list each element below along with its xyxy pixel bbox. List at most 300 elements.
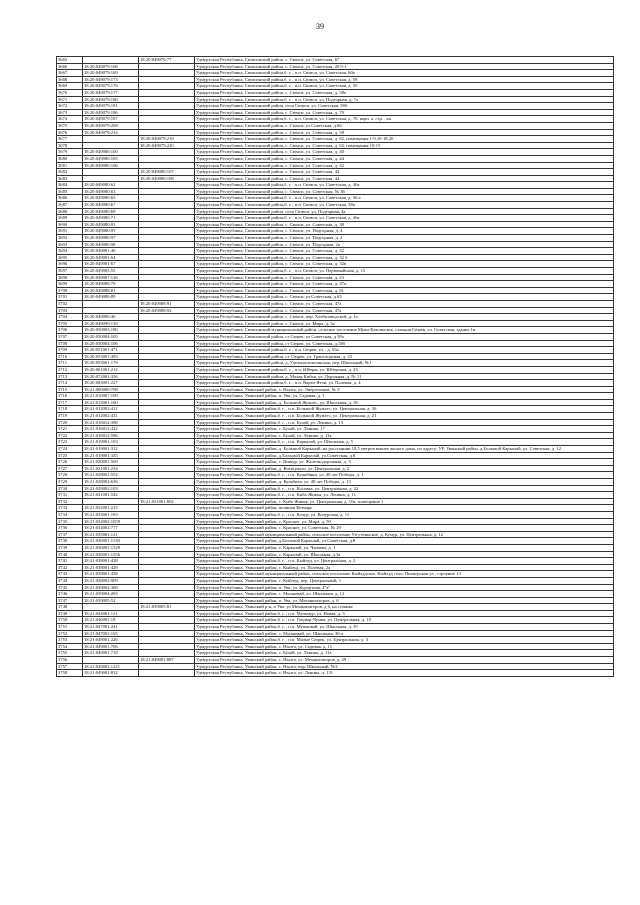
table-row — [57, 228, 614, 235]
cadastral-number-cell: 18:21:038001:428 — [83, 558, 139, 565]
table-row — [57, 577, 614, 584]
cadastral-number-cell: 18:21:047001:241 — [83, 624, 139, 631]
cadastral-number-cell — [83, 657, 139, 664]
table-row — [57, 268, 614, 275]
row-number-cell: 3729 — [57, 479, 83, 486]
row-number-cell: 3668 — [57, 76, 83, 83]
premises-cadastral-number-cell — [139, 162, 195, 169]
row-number-cell: 3709 — [57, 347, 83, 354]
row-number-cell: 3747 — [57, 597, 83, 604]
cadastral-number-cell: 18:21:021001:254 — [83, 465, 139, 472]
address-cell: Удмуртская Республика, Сюмсинский район, с. Сюмси, ул. Советская, № 36 — [195, 188, 614, 195]
premises-cadastral-number-cell — [139, 202, 195, 209]
row-number-cell: 3693 — [57, 241, 83, 248]
row-number-cell: 3669 — [57, 83, 83, 90]
premises-cadastral-number-cell — [139, 215, 195, 222]
table-row — [57, 142, 614, 149]
premises-cadastral-number-cell — [139, 261, 195, 268]
cadastral-number-cell: 18:21:028002:552 — [83, 472, 139, 479]
address-cell: Удмуртская Республика, Сюмсинский район, с. Сюмси, ул. Советская, д. 58а — [195, 89, 614, 96]
premises-cadastral-number-cell — [139, 551, 195, 558]
address-cell: Удмуртская Республика, Увинский район, с. Кыйлуд, пер. Центральный, 1 — [195, 577, 614, 584]
table-row — [57, 518, 614, 525]
row-number-cell: 3733 — [57, 505, 83, 512]
row-number-cell: 3716 — [57, 393, 83, 400]
cadastral-number-cell: 18:21:038001:438 — [83, 571, 139, 578]
table-row — [57, 340, 614, 347]
cadastral-number-cell: 18:20:053001:179 — [83, 360, 139, 367]
table-row — [57, 584, 614, 591]
cadastral-number-cell: 18:20:049080:65 — [83, 195, 139, 202]
row-number-cell: 3744 — [57, 577, 83, 584]
premises-cadastral-number-cell — [139, 188, 195, 195]
premises-cadastral-number-cell — [139, 544, 195, 551]
row-number-cell: 3730 — [57, 485, 83, 492]
cadastral-number-cell: 18:21:044001:121 — [83, 610, 139, 617]
address-cell: Удмуртская Республика, Сюмсинский район, с. Сюмси, ул. Подгорная, 2а — [195, 241, 614, 248]
premises-cadastral-number-cell — [139, 327, 195, 334]
address-cell: Удмуртская Республика, Увинский район,б. г. , п.п. Малые Сюрек, ул. Центральная, д. 4 — [195, 637, 614, 644]
row-number-cell: 3753 — [57, 637, 83, 644]
address-cell: Удмуртская Республика, Увинский район, с. Каркалай, ул. Чапаева, д. 1 — [195, 544, 614, 551]
premises-cadastral-number-cell — [139, 610, 195, 617]
table-row — [57, 248, 614, 255]
row-number-cell: 3737 — [57, 531, 83, 538]
row-number-cell: 3672 — [57, 103, 83, 110]
cadastral-number-cell: 18:20:049079:176 — [83, 83, 139, 90]
cadastral-number-cell: 18:20:049079:168 — [83, 63, 139, 70]
table-row — [57, 327, 614, 334]
table-row — [57, 366, 614, 373]
premises-cadastral-number-cell: 18:20:049088:92 — [139, 307, 195, 314]
row-number-cell: 3721 — [57, 426, 83, 433]
cadastral-number-cell: 18:20:049080:63 — [83, 188, 139, 195]
row-number-cell: 3732 — [57, 498, 83, 505]
premises-cadastral-number-cell — [139, 406, 195, 413]
address-cell: Удмуртская Республика, Сюмсинский район, с. Сюмси, ул.Советская, д.65 — [195, 294, 614, 301]
address-cell: Удмуртская Республика, Сюмсинский район, с. Сюмси, ул. Советская, д. 40 — [195, 149, 614, 156]
table-row — [57, 426, 614, 433]
address-cell: Удмуртская Республика, Сюмсинский район,б. г. , п.п. Сюмси, ул. Советская, д. 70, корп. а, стр. , кв. — [195, 116, 614, 123]
cadastral-number-cell: 18:20:049081:67 — [83, 261, 139, 268]
row-number-cell: 3758 — [57, 670, 83, 677]
row-number-cell: 3702 — [57, 300, 83, 307]
premises-cadastral-number-cell — [139, 643, 195, 650]
premises-cadastral-number-cell — [139, 70, 195, 77]
cadastral-number-cell: 18:21:047002:165 — [83, 630, 139, 637]
cadastral-number-cell — [83, 57, 139, 64]
table-row — [57, 300, 614, 307]
cadastral-number-cell: 18:20:049080:69 — [83, 208, 139, 215]
premises-cadastral-number-cell — [139, 320, 195, 327]
table-row — [57, 419, 614, 426]
cadastral-number-cell: 18:20:072001:356 — [83, 373, 139, 380]
table-row — [57, 70, 614, 77]
address-cell: Удмуртская Республика, Увинский район, д.Большой Каркалай, ул.Советская, д.8 — [195, 452, 614, 459]
premises-cadastral-number-cell — [139, 195, 195, 202]
address-cell: Удмуртская Республика, Сюмсинский район,б. г. , п.п. Варзи-Ятчи, ул. Полевая, д. 4 — [195, 380, 614, 387]
premises-cadastral-number-cell — [139, 624, 195, 631]
row-number-cell: 3701 — [57, 294, 83, 301]
cadastral-number-cell: 18:21:016012:422 — [83, 426, 139, 433]
table-row — [57, 155, 614, 162]
cadastral-number-cell: 18:20:049079:177 — [83, 89, 139, 96]
premises-cadastral-number-cell: 18:20:049080:107 — [139, 169, 195, 176]
row-number-cell: 3715 — [57, 386, 83, 393]
address-cell: Удмуртская Республика, Увинский район, с. Кыйлуд, ул. Полевая, 2а — [195, 564, 614, 571]
address-cell: Удмуртская Республика, Увинский район,б. г. , п.п. Каркалай, ул. Школьная, д. 5 — [195, 439, 614, 446]
premises-cadastral-number-cell — [139, 228, 195, 235]
address-cell: Удмуртская Республика, Увинский район, п. Ува, ул. Механизаторов, д. 6 — [195, 597, 614, 604]
table-row — [57, 116, 614, 123]
cadastral-number-cell: 18:21:019001:103 — [83, 439, 139, 446]
premises-cadastral-number-cell — [139, 531, 195, 538]
cadastral-number-cell: 18:20:049088:81 — [83, 287, 139, 294]
premises-cadastral-number-cell — [139, 254, 195, 261]
address-cell: Удмуртская Республика, Сюмсинский район, с. Сюмси, ул. Советская, д. 23 — [195, 274, 614, 281]
table-row — [57, 399, 614, 406]
premises-cadastral-number-cell — [139, 564, 195, 571]
premises-cadastral-number-cell — [139, 129, 195, 136]
address-cell: Удмуртская Республика, Увинский муниципальный район, сельское поселение Кыйлудское, Кыйлуд село, Пионерская ул., строение 1/1 — [195, 571, 614, 578]
address-cell: Удмуртская Республика, Сюмсинский район, с. Сюмси, ул. Советская, 47а — [195, 307, 614, 314]
table-row — [57, 465, 614, 472]
table-row — [57, 393, 614, 400]
row-number-cell: 3720 — [57, 419, 83, 426]
address-cell: Удмуртская Республика, Увинский район, п. Ува, ул. Курортная, 2"а" — [195, 584, 614, 591]
table-row — [57, 380, 614, 387]
premises-cadastral-number-cell — [139, 353, 195, 360]
address-cell: Удмуртская Республика, Увинский район, д. Кулябиха, ул. 40 лет Победы, д. 13 — [195, 479, 614, 486]
address-cell: Удмуртская Республика, Сюмсинский район, с. Сюмси, ул. Советская, 20 б-1 — [195, 63, 614, 70]
premises-cadastral-number-cell: 18:21:039005:81 — [139, 604, 195, 611]
cadastral-number-cell: 18:20:049080:106 — [83, 162, 139, 169]
row-number-cell: 3724 — [57, 446, 83, 453]
premises-cadastral-number-cell: 18:20:049088:91 — [139, 300, 195, 307]
premises-cadastral-number-cell — [139, 149, 195, 156]
premises-cadastral-number-cell — [139, 373, 195, 380]
page-number: 39 — [316, 22, 324, 31]
cadastral-number-cell: 18:20:049085:55 — [83, 268, 139, 275]
address-cell: Удмуртская Республика, Сюмсинский район, с. Сюмси, ул. Советская, 67 — [195, 57, 614, 64]
premises-cadastral-number-cell — [139, 597, 195, 604]
address-cell: Удмуртская Республика, Сюмсинский муниципальный район, сельское поселение Муки-Каксинское, станция Сюрек, ул. Советская, здание 1н — [195, 327, 614, 334]
premises-cadastral-number-cell — [139, 432, 195, 439]
cadastral-number-cell: 18:21:036001:1529 — [83, 544, 139, 551]
premises-cadastral-number-cell — [139, 446, 195, 453]
premises-cadastral-number-cell — [139, 479, 195, 486]
cadastral-number-cell: 18:21:049002:1221 — [83, 663, 139, 670]
premises-cadastral-number-cell — [139, 281, 195, 288]
table-row — [57, 109, 614, 116]
row-number-cell: 3676 — [57, 129, 83, 136]
table-row — [57, 320, 614, 327]
address-cell: Удмуртская Республика, Увинский муниципальный район, сельское поселение Узгутчинское, д. Кумур, ул. Центральная, д. 12 — [195, 531, 614, 538]
cadastral-number-cell: 18:20:049080:98 — [83, 241, 139, 248]
table-row — [57, 215, 614, 222]
address-cell: Удмуртская Республика, Сюмсинский район, д. Малая Кибья, ул. Дорожная, д. № 11 — [195, 373, 614, 380]
row-number-cell: 3718 — [57, 406, 83, 413]
address-cell: Удмуртская Республика, Увинский район,б. г. , п.п. Гондыр-Чумка, ул. Центральная, д. 10 — [195, 617, 614, 624]
row-number-cell: 3705 — [57, 320, 83, 327]
row-number-cell: 3680 — [57, 155, 83, 162]
premises-cadastral-number-cell — [139, 366, 195, 373]
cadastral-number-cell: 18:21:032001:215 — [83, 505, 139, 512]
cadastral-number-cell: 18:21:033001:183 — [83, 511, 139, 518]
table-row — [57, 195, 614, 202]
premises-cadastral-number-cell — [139, 83, 195, 90]
address-cell: Удмуртская Республика, Сюмсинский район, с. Сюмси, ул. Мира, д. 5а — [195, 320, 614, 327]
cadastral-number-cell: 18:20:049088:89 — [83, 294, 139, 301]
premises-cadastral-number-cell — [139, 155, 195, 162]
row-number-cell: 3738 — [57, 538, 83, 545]
table-row — [57, 459, 614, 466]
address-cell: Удмуртская Республика, Увинский район, с. Красное, ул. Советская, № 29 — [195, 525, 614, 532]
table-row — [57, 597, 614, 604]
table-row — [57, 386, 614, 393]
registry-table-body — [57, 57, 614, 677]
address-cell: Удмуртская Республика, Увинский район,б. г. , п.п. Кушейнки, ул. 40 лет Победы, д. 1 — [195, 472, 614, 479]
cadastral-number-cell: 18:20:049090:130 — [83, 320, 139, 327]
row-number-cell: 3689 — [57, 215, 83, 222]
cadastral-number-cell: 18:21:035001:121 — [83, 531, 139, 538]
cadastral-number-cell: 18:21:028002:636 — [83, 479, 139, 486]
address-cell: Удмуртская Республика, Увинский район,б. г. , п.п. Большой Жужгес, ул. Центральная, д. 36 — [195, 406, 614, 413]
premises-cadastral-number-cell — [139, 558, 195, 565]
address-cell: Удмуртская Республика, Сюмсинский район, ст Сюрек, ул Советская, д 58а — [195, 333, 614, 340]
table-row — [57, 241, 614, 248]
row-number-cell: 3743 — [57, 571, 83, 578]
premises-cadastral-number-cell — [139, 221, 195, 228]
premises-cadastral-number-cell — [139, 294, 195, 301]
row-number-cell: 3722 — [57, 432, 83, 439]
premises-cadastral-number-cell: 18:21:031001:802 — [139, 498, 195, 505]
address-cell: Удмуртская Республика, Увинский район,б. г. , п.п. Булай, ул. Ленина, д. 13 — [195, 419, 614, 426]
table-row — [57, 432, 614, 439]
table-row — [57, 89, 614, 96]
premises-cadastral-number-cell — [139, 591, 195, 598]
address-cell: Удмуртская Республика, Сюмсинский район, с. Сюмси, ул. Советская, д. 61 — [195, 287, 614, 294]
row-number-cell: 3727 — [57, 465, 83, 472]
table-row — [57, 439, 614, 446]
table-row — [57, 472, 614, 479]
cadastral-number-cell: 18:21:036001:1139 — [83, 538, 139, 545]
premises-cadastral-number-cell — [139, 426, 195, 433]
table-row — [57, 96, 614, 103]
address-cell: Удмуртская Республика, Сюмсинский район, с. Сюмси, пер. Хлебозаводской, д. 1а — [195, 314, 614, 321]
premises-cadastral-number-cell: 18:20:049076:77 — [139, 57, 195, 64]
address-cell: Удмуртская Республика, Увинский район,б. г. , п.п. Кочур, ул. Кочурская, д. 11 — [195, 511, 614, 518]
premises-cadastral-number-cell — [139, 492, 195, 499]
premises-cadastral-number-cell — [139, 96, 195, 103]
cadastral-number-cell: 18:21:038001:429 — [83, 564, 139, 571]
address-cell: Удмуртская Республика, Увинский район, с. Каркалай, ул. Школьная, д.3а — [195, 551, 614, 558]
table-row — [57, 492, 614, 499]
row-number-cell: 3723 — [57, 439, 83, 446]
row-number-cell: 3700 — [57, 287, 83, 294]
row-number-cell: 3751 — [57, 624, 83, 631]
row-number-cell: 3756 — [57, 657, 83, 664]
premises-cadastral-number-cell — [139, 525, 195, 532]
table-row — [57, 604, 614, 611]
cadastral-number-cell: 18:21:012002:412 — [83, 406, 139, 413]
cadastral-number-cell: 18:20:049087:126 — [83, 274, 139, 281]
row-number-cell: 3714 — [57, 380, 83, 387]
row-number-cell: 3698 — [57, 274, 83, 281]
cadastral-number-cell: 18:21:039004:203 — [83, 591, 139, 598]
table-row — [57, 202, 614, 209]
cadastral-number-cell — [83, 307, 139, 314]
address-cell: Удмуртская Республика, Увинский район,б. г. , п.п. Мульмур, ул. Новая, д. 3 — [195, 610, 614, 617]
table-row — [57, 360, 614, 367]
premises-cadastral-number-cell — [139, 538, 195, 545]
premises-cadastral-number-cell — [139, 452, 195, 459]
row-number-cell: 3719 — [57, 413, 83, 420]
table-row — [57, 571, 614, 578]
premises-cadastral-number-cell — [139, 116, 195, 123]
premises-cadastral-number-cell — [139, 485, 195, 492]
row-number-cell: 3736 — [57, 525, 83, 532]
row-number-cell: 3673 — [57, 109, 83, 116]
address-cell: Удмуртская Республика, Сюмсинский район, с. Сюмси, ул. Советская, д. 32в — [195, 261, 614, 268]
cadastral-number-cell — [83, 136, 139, 143]
table-row — [57, 610, 614, 617]
table-row — [57, 558, 614, 565]
row-number-cell: 3742 — [57, 564, 83, 571]
address-cell: Удмуртская Республика, Сюмсинский район, с. Сюмси, ул. Подгорная, д. 2 — [195, 235, 614, 242]
row-number-cell: 3739 — [57, 544, 83, 551]
table-row — [57, 505, 614, 512]
row-number-cell: 3699 — [57, 281, 83, 288]
table-row — [57, 129, 614, 136]
row-number-cell: 3703 — [57, 307, 83, 314]
premises-cadastral-number-cell — [139, 122, 195, 129]
premises-cadastral-number-cell — [139, 182, 195, 189]
table-row — [57, 538, 614, 545]
row-number-cell: 3685 — [57, 188, 83, 195]
table-row — [57, 485, 614, 492]
cadastral-number-cell: 18:20:049079:173 — [83, 76, 139, 83]
address-cell: Удмуртская Республика, Сюмсинский район, с. Сюмси, ул. Советская, д. 62, помещения 1-9,16-18,20 — [195, 136, 614, 143]
premises-cadastral-number-cell — [139, 459, 195, 466]
row-number-cell: 3667 — [57, 70, 83, 77]
address-cell: Удмуртская Республика, Увинский район, с. Мушковай, ул. Школьная, 36-а — [195, 630, 614, 637]
row-number-cell: 3682 — [57, 169, 83, 176]
table-row — [57, 287, 614, 294]
premises-cadastral-number-cell — [139, 241, 195, 248]
row-number-cell: 3731 — [57, 492, 83, 499]
premises-cadastral-number-cell — [139, 248, 195, 255]
premises-cadastral-number-cell — [139, 577, 195, 584]
row-number-cell: 3711 — [57, 360, 83, 367]
address-cell: Удмуртская Республика, Сюмсинский район,б. г. , п.п. Сюмси, ул. Советская, д. 36 а — [195, 195, 614, 202]
cadastral-number-cell: 18:20:049081:46 — [83, 248, 139, 255]
address-cell: Удмуртская Республика, Сюмсинский район,б. г. , п.п. Юберы, ул. Юберская, д. 23 — [195, 366, 614, 373]
row-number-cell: 3675 — [57, 122, 83, 129]
cadastral-number-cell: 18:21:031001:542 — [83, 492, 139, 499]
address-cell: Удмуртская Республика, Сюмсинский район, с. Сюмси, ул. Советская, д. 58 — [195, 129, 614, 136]
row-number-cell: 3670 — [57, 89, 83, 96]
row-number-cell: 3741 — [57, 558, 83, 565]
cadastral-number-cell — [83, 142, 139, 149]
row-number-cell: 3696 — [57, 261, 83, 268]
row-number-cell: 3704 — [57, 314, 83, 321]
row-number-cell: 3690 — [57, 221, 83, 228]
address-cell: Удмуртская Республика, Увинский район, с. Булай, ул. Ленина, 17 — [195, 426, 614, 433]
table-row — [57, 57, 614, 64]
row-number-cell: 3754 — [57, 643, 83, 650]
table-row — [57, 182, 614, 189]
row-number-cell: 3686 — [57, 195, 83, 202]
cadastral-number-cell: 18:21:039005:52 — [83, 597, 139, 604]
premises-cadastral-number-cell — [139, 287, 195, 294]
table-row — [57, 564, 614, 571]
table-row — [57, 643, 614, 650]
row-number-cell: 3745 — [57, 584, 83, 591]
premises-cadastral-number-cell — [139, 63, 195, 70]
table-row — [57, 544, 614, 551]
address-cell: Удмуртская Республика, Увинский район, д. Большой Жужгес, ул. Школьная, д. 36 — [195, 399, 614, 406]
premises-cadastral-number-cell — [139, 663, 195, 670]
address-cell: Удмуртская Республика, Увинский район, с. Нылга, ул. Механизаторов, д. 29 — [195, 657, 614, 664]
cadastral-number-cell: 18:20:049079:180 — [83, 96, 139, 103]
table-row — [57, 208, 614, 215]
address-cell: Удмуртская Республика, Увинский район, с. Нылга, ул. Энергетиков, № 9 — [195, 386, 614, 393]
address-cell: Удмуртская Республика, Увинский район, с. Вишур, ул. Железнодорожная, д. 3 — [195, 459, 614, 466]
cadastral-number-cell — [83, 169, 139, 176]
address-cell: Удмуртская Республика, Сюмсинский район, с. Сюмси, ул. Советская, 44 — [195, 169, 614, 176]
registry-table — [56, 56, 614, 677]
table-row — [57, 281, 614, 288]
address-cell: Удмуртская Республика, Сюмсинский район, с. Сюмси, ул. Советская, д. 42 — [195, 162, 614, 169]
row-number-cell: 3677 — [57, 136, 83, 143]
cadastral-number-cell: 18:21:019001:335 — [83, 452, 139, 459]
cadastral-number-cell: 18:21:034002:1059 — [83, 518, 139, 525]
row-number-cell: 3683 — [57, 175, 83, 182]
address-cell: Удмуртская Республика, Увинский район,б. г. , п.п. Мушковай, ул. Школьная, д. 35 — [195, 624, 614, 631]
row-number-cell: 3671 — [57, 96, 83, 103]
cadastral-number-cell: 18:20:049080:105 — [83, 155, 139, 162]
cadastral-number-cell: 18:21:046001:18 — [83, 617, 139, 624]
premises-cadastral-number-cell — [139, 103, 195, 110]
table-row — [57, 221, 614, 228]
row-number-cell: 3712 — [57, 366, 83, 373]
table-row — [57, 261, 614, 268]
row-number-cell: 3674 — [57, 116, 83, 123]
premises-cadastral-number-cell — [139, 274, 195, 281]
address-cell: Удмуртская Республика, Сюмсинский район,б. г. , п.п. Сюмси, ул. Советская, д. 58 — [195, 76, 614, 83]
row-number-cell: 3735 — [57, 518, 83, 525]
row-number-cell: 3725 — [57, 452, 83, 459]
cadastral-number-cell: 18:21:012002:431 — [83, 413, 139, 420]
premises-cadastral-number-cell — [139, 235, 195, 242]
table-row — [57, 103, 614, 110]
address-cell: Удмуртская Республика, Увинский район, с. Красное, ул. Мира, д. 50 — [195, 518, 614, 525]
cadastral-number-cell: 18:20:083001:227 — [83, 380, 139, 387]
table-row — [57, 531, 614, 538]
cadastral-number-cell: 18:21:049001:706 — [83, 643, 139, 650]
table-row — [57, 657, 614, 664]
address-cell: Удмуртская Республика, Сюмсинский район, село Сюмси, ул. Подгорная, 4а — [195, 208, 614, 215]
address-cell: Удмуртская Республика, Сюмсинский район,б. г. , п.п. Сюмси, ул. Советская, д. 46а — [195, 215, 614, 222]
table-row — [57, 663, 614, 670]
table-row — [57, 254, 614, 261]
row-number-cell: 3752 — [57, 630, 83, 637]
cadastral-number-cell: 18:20:049081:64 — [83, 254, 139, 261]
address-cell: Удмуртская Республика, Увинский район,б. г. , п.п. Большой Жужгес, ул. Центральная, д. 21 — [195, 413, 614, 420]
address-cell: Удмуртская Республика, Увинский район, с. Булай, ул. Ленина, д. 11а — [195, 650, 614, 657]
premises-cadastral-number-cell: 18:20:049079:220 — [139, 142, 195, 149]
